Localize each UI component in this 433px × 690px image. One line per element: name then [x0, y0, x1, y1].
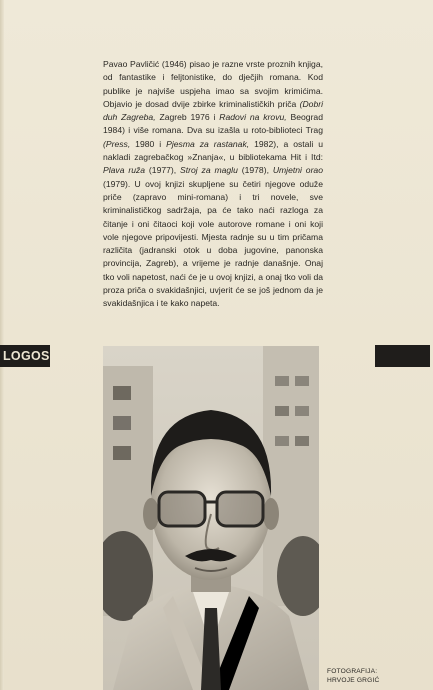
author-photo: [103, 346, 319, 690]
blurb-text: (1978),: [237, 165, 273, 176]
photo-credit-name: HRVOJE GRGIĆ: [327, 677, 380, 684]
blurb-title-italic: Plava ruža: [103, 165, 146, 176]
photo-credit: [327, 667, 427, 685]
photo-credit-label: FOTOGRAFIJA:: [327, 668, 378, 675]
blurb-title-italic: Stroj za maglu: [180, 165, 238, 176]
blurb-title-italic: Radovi na krovu,: [219, 112, 287, 123]
blurb-text: 1980 i: [130, 138, 167, 149]
blurb-title-italic: (Dobri duh Zagreba,: [103, 98, 323, 123]
blurb-title-italic: Pjesma za rastanak,: [166, 138, 250, 149]
publisher-logo: [0, 345, 50, 367]
blurb-text: (1979). U ovoj knjizi skupljene su četiri njegove oduže priče (zapravo mini-romana) i tri novele, sve kriminalističkog sadržaja, pa će tako naći razloga za čitanje i oni čitaoci koji vole autorove romane i oni koji vole njegove pripovijesti. Mjesta radnje su u tim pričama različita (jadranski otok u doba jugovine, panonska provincija, Zagreb), a vrijeme je radnje današnje. Onaj tko voli napetost, naći će je u ovoj knjizi, a onaj tko voli da proza priča o svakidašnjici, uvjerit će se još jednom da je svakidašnjica i te kako napeta.: [103, 178, 323, 309]
blurb-text: (1977),: [145, 165, 181, 176]
author-blurb: [103, 58, 323, 311]
blurb-text: Pavao Pavličić (1946) pisao je razne vrste proznih knjiga, od fantastike i feljtonistike, do dječjih romana. Kod publike je najviše uspjeha imao sa svojim krimićima. Objavio je dosad dvije zbirke kriminalističkih priča: [103, 59, 323, 109]
publisher-logo-text: LOGOS: [3, 349, 50, 363]
blurb-text: 1982), a ostali u nakladi zagrebačkog »Znanja«, u bibliotekama Hit i Itd:: [103, 138, 323, 163]
decorative-bar: [375, 345, 430, 367]
blurb-title-italic: (Press,: [103, 138, 131, 149]
blurb-text: Beograd 1984) i više romana. Dva su izašla u roto-biblioteci Trag: [103, 112, 323, 136]
blurb-text: Zagreb 1976 i: [155, 112, 220, 123]
blurb-title-italic: Umjetni orao: [272, 165, 323, 176]
